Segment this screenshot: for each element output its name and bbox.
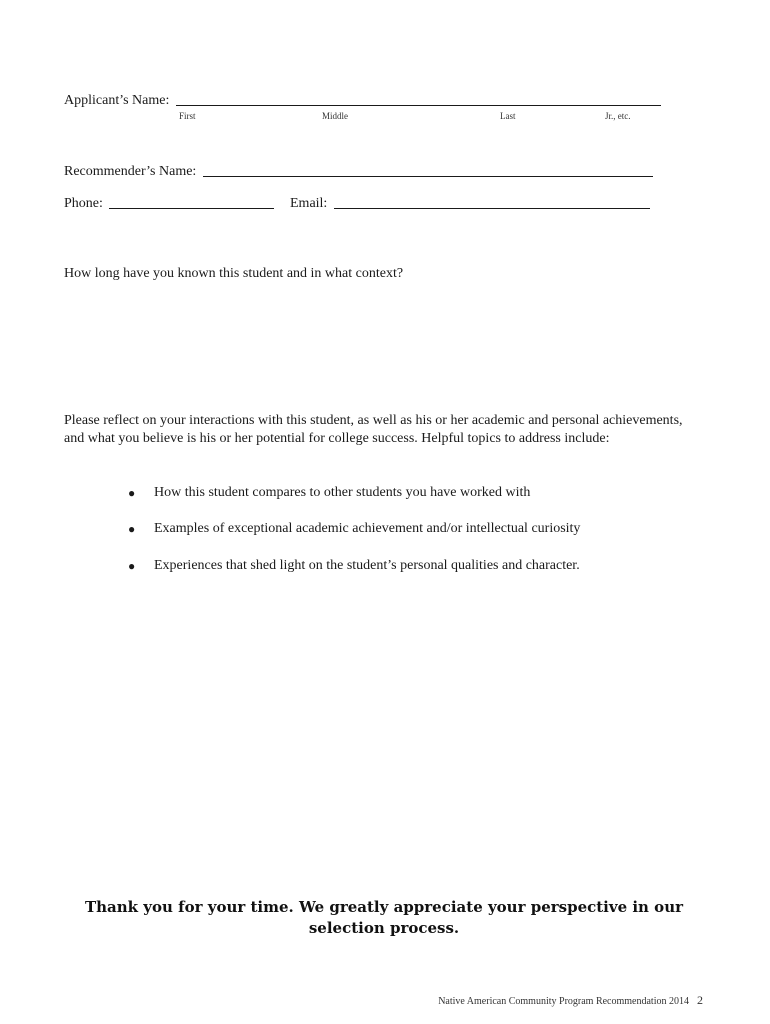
applicant-name-label: Applicant’s Name: <box>64 93 173 108</box>
footer-text: Native American Community Program Recommendation 2014 <box>438 996 689 1007</box>
sublabel-last: Last <box>500 111 516 121</box>
phone-label: Phone: <box>64 196 107 211</box>
recommender-name-field <box>64 164 653 180</box>
page-footer <box>438 993 703 1008</box>
bullet-icon: ● <box>128 522 136 536</box>
email-field <box>290 196 650 212</box>
list-item <box>128 521 580 537</box>
recommender-name-label: Recommender’s Name: <box>64 164 200 179</box>
email-line[interactable] <box>334 207 650 209</box>
sublabel-first: First <box>179 111 196 121</box>
sublabel-suffix: Jr., etc. <box>605 111 631 121</box>
applicant-name-field <box>64 93 661 109</box>
applicant-name-line[interactable] <box>176 104 661 106</box>
sublabel-middle: Middle <box>322 111 348 121</box>
recommender-name-line[interactable] <box>203 175 653 177</box>
bullet-text: How this student compares to other students you have worked with <box>154 485 531 500</box>
list-item <box>128 558 580 574</box>
phone-line[interactable] <box>109 207 274 209</box>
phone-field <box>64 196 274 212</box>
question-known-context: How long have you known this student and in what context? <box>64 266 404 281</box>
closing-message: Thank you for your time. We greatly appreciate your perspective in our selection process. <box>84 898 683 937</box>
email-label: Email: <box>290 196 331 211</box>
question-reflect: Please reflect on your interactions with this student, as well as his or her academic and personal achievements, and what you believe is his or her potential for college success. Helpful topics to address include: <box>64 413 683 446</box>
bullet-icon: ● <box>128 559 136 573</box>
bullet-text: Experiences that shed light on the student’s personal qualities and character. <box>154 558 580 573</box>
list-item <box>128 485 530 501</box>
bullet-icon: ● <box>128 486 136 500</box>
bullet-text: Examples of exceptional academic achievement and/or intellectual curiosity <box>154 521 581 536</box>
page-number: 2 <box>697 993 703 1007</box>
